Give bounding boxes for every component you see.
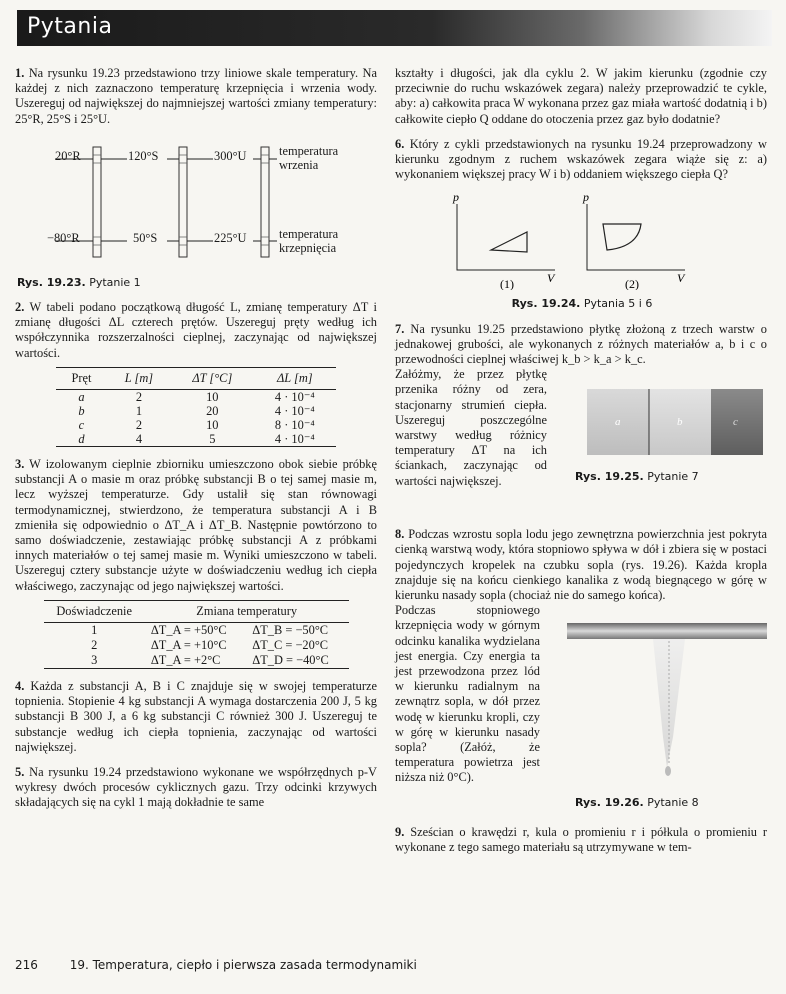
v-axis-label-1: V: [547, 271, 555, 286]
scale-s-bar: [179, 147, 187, 257]
question-number: 2.: [15, 300, 25, 315]
freezing-label: temperatura krzepnięcia: [279, 226, 339, 255]
question-text: Na rysunku 19.23 przedstawiono trzy liniowe skale temperatury. Na każdej z nich zaznaczono temperaturę krzepnięcia i wrzenia wody. Uszereguj od największej do najmniejszej wartości zmiany temperatury: 25°R, 25°S i 25°U.: [15, 66, 377, 126]
table-row: b 1 20 4 · 10⁻⁴: [78, 404, 315, 419]
question-number: 9.: [395, 825, 405, 840]
question-text: Podczas wzrostu sopla lodu jego zewnętrzna powierzchnia jest pokryta cienką warstwą wody, która stopniowo spływa w dół i zbiera się w postaci pojedynczych kropelek na czubku sopla (rys. 19.26). Każda kropla znajduje się na końcu cienkiego kanalika z wodą biegnącego w górę w kierunku nasady sopla (chociaż nie do samego końca).: [395, 527, 767, 603]
column-header: ΔT [°C]: [171, 367, 254, 389]
pv-diagram: [395, 190, 767, 290]
right-column: [395, 66, 767, 866]
pv-cycles-figure: [395, 190, 767, 290]
question-text: W izolowanym cieplnie zbiorniku umieszczono obok siebie próbkę substancji A o masie m oraz próbkę substancji B o tej samej masie m, lecz wyższej temperaturze. Gdy ustalił się stan równowagi termodynamicznej, stwierdzono, że temperatura substancji A i B zmieniła się odpowiednio o ΔT_A i ΔT_B. Następnie powtórzono to samo doświadczenie, zestawiając próbkę substancji A z próbkami innych materiałów o tej samej masie m. Wyniki umieszczono w tabeli. Uszereguj cztery substancje użyte w doświadczeniu według ich ciepła właściwego, zaczynając od jego największej wartości.: [15, 457, 377, 593]
p-axis-label-1: p: [453, 190, 459, 205]
question-text: Załóżmy, że przez płytkę przenika różny od zera, stacjonarny strumień ciepła. Uszereguj poszczególne warstwy według różnicy temperatury ΔT na ich ściankach, zaczynając od wartości największej.: [395, 367, 547, 488]
question-9: [395, 825, 767, 855]
p-axis-label-2: p: [583, 190, 589, 205]
figure-caption: Rys. 19.23. Pytanie 1: [17, 275, 141, 289]
left-column: [15, 66, 377, 821]
experiments-table: [44, 600, 349, 669]
question-5-continued: [395, 66, 767, 127]
scale-u-bar: [261, 147, 269, 257]
figure-caption: Rys. 19.26. Pytanie 8: [575, 796, 699, 810]
cycle-2-label: (2): [625, 277, 639, 291]
question-text: kształty i długości, jak dla cyklu 2. W jakim kierunku (zgodnie czy przeciwnie do ruchu wskazówek zegara) należy przeprowadzić te cykle, aby: a) całkowita praca W wykonana przez gaz miała wartość dodatnią i b) całkowite ciepło Q oddane do otoczenia przez gaz było dodatnie?: [395, 66, 767, 126]
v-axis-label-2: V: [677, 271, 685, 286]
question-number: 5.: [15, 765, 25, 780]
question-5: [15, 765, 377, 811]
layer-a-label: a: [615, 416, 621, 429]
table-header-row: [44, 600, 349, 622]
table-row: d 4 5 4 · 10⁻⁴: [78, 432, 315, 447]
question-number: 1.: [15, 66, 25, 80]
scale-u-bottom-label: 225°U: [214, 230, 247, 245]
table-row: c 2 10 8 · 10⁻⁴: [78, 418, 315, 433]
question-4: [15, 679, 377, 755]
column-header: L [m]: [107, 367, 171, 389]
boiling-label: temperatura wrzenia: [279, 143, 339, 172]
slab-drawing: [567, 379, 767, 465]
cycle-2-shape: [603, 224, 641, 250]
question-text: Który z cykli przedstawionych na rysunku 19.24 przeprowadzony w kierunku zgodnym z ruchem wskazówek zegara wiąże się z: a) wykonaniem większej pracy W i b) oddaniem większego ciepła Q?: [395, 136, 767, 182]
question-3: [15, 457, 377, 669]
question-text: Na rysunku 19.24 przedstawiono wykonane we współrzędnych p-V wykresy dwóch procesów cyklicznych gazu. Trzy odcinki krzywych składających się na cykl 1 mają dokładnie te same: [15, 765, 377, 810]
temperature-scales-figure: [15, 141, 377, 269]
table-row: 1 ΔT_A = +50°C ΔT_B = −50°C: [91, 623, 329, 638]
page-footer: [15, 958, 417, 972]
question-number: 3.: [15, 457, 25, 472]
scale-s-bottom-label: 50°S: [133, 230, 158, 245]
table-header-row: [56, 367, 336, 389]
scale-r-bar: [93, 147, 101, 257]
column-header: Zmiana temperatury: [145, 600, 349, 622]
question-6: [395, 137, 767, 312]
question-number: 6.: [395, 136, 405, 151]
question-number: 8.: [395, 527, 405, 542]
icicle-drawing: [567, 617, 767, 787]
scale-r-top-label: 20°R: [55, 148, 81, 163]
table-row: 3 ΔT_A = +2°C ΔT_D = −40°C: [91, 653, 329, 668]
slab-figure: [567, 379, 767, 484]
question-1: [15, 66, 377, 290]
question-2: [15, 300, 377, 447]
question-number: 7.: [395, 321, 405, 336]
icicle-figure: [567, 617, 767, 813]
question-8: [395, 527, 767, 815]
column-header: Pręt: [56, 367, 107, 389]
scale-r-bottom-label: −80°R: [47, 230, 80, 245]
table-row: a 2 10 4 · 10⁻⁴: [78, 390, 315, 405]
icicle-body: [567, 623, 767, 639]
table-row: 2 ΔT_A = +10°C ΔT_C = −20°C: [91, 638, 329, 653]
cycle-1-shape: [491, 232, 527, 252]
rods-table: [56, 367, 336, 447]
figure-caption: Rys. 19.24. Pytania 5 i 6: [511, 297, 653, 311]
question-text: Na rysunku 19.25 przedstawiono płytkę złożoną z trzech warstw o jednakowej grubości, ale wykonanych z różnych materiałów a, b i c o przewodności cieplnej właściwej k_b > k_a > k_c.: [395, 321, 767, 367]
scale-s-top-label: 120°S: [128, 148, 159, 163]
question-text: W tabeli podano początkową długość L, zmianę temperatury ΔT i zmianę długości ΔL czterech prętów. Uszereguj pręty według ich współczynnika rozszerzalności cieplnej, zaczynając od największej wartości.: [15, 300, 377, 360]
layer-b-label: b: [677, 416, 683, 429]
question-text: Sześcian o krawędzi r, kula o promieniu r i półkula o promieniu r wykonane z tego samego materiału są utrzymywane w tem-: [395, 825, 767, 855]
figure-caption: Rys. 19.25. Pytanie 7: [575, 470, 699, 484]
chapter-title: 19. Temperatura, ciepło i pierwsza zasada termodynamiki: [69, 958, 417, 972]
section-header-bar: [17, 10, 772, 46]
column-header: ΔL [m]: [254, 367, 336, 389]
question-text: Każda z substancji A, B i C znajduje się w swojej temperaturze topnienia. Stopienie 4 kg substancji A wymaga dostarczenia 200 J, 5 kg substancji B 300 J, a 6 kg substancji C również 300 J. Uszereguj te substancje według ich ciepła topnienia, zaczynając od wartości największej.: [15, 679, 377, 754]
page-number: 216: [15, 958, 38, 972]
layer-c-label: c: [733, 416, 738, 429]
scale-u-top-label: 300°U: [214, 148, 247, 163]
section-title: Pytania: [27, 14, 113, 39]
column-header: Doświadczenie: [44, 600, 145, 622]
cycle-1-label: (1): [500, 277, 514, 291]
question-text: Podczas stopniowego krzepnięcia wody w górnym odcinku kanalika wydzielana jest energia. Czy energia ta jest przewodzona przez lód w kierunku radialnym na zewnątrz sopla, w dół przez wodę w kierunku kropli, czy w górę w kierunku nasady sopla? (Załóż, że temperatura powietrza jest niższa niż 0°C).: [395, 603, 540, 785]
question-number: 4.: [15, 679, 25, 694]
water-drop: [665, 766, 671, 776]
question-7: [395, 322, 767, 518]
